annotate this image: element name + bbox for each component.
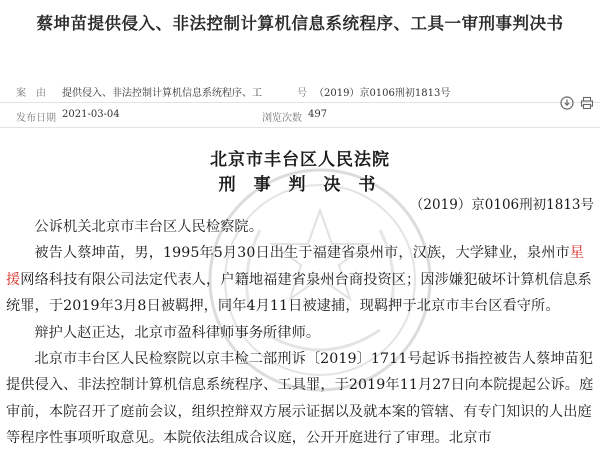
document-title: 蔡坤苗提供侵入、非法控制计算机信息系统程序、工具一审刑事判决书 (36, 14, 564, 33)
paragraph-prosecutor: 公诉机关北京市丰台区人民检察院。 (34, 219, 263, 235)
judgment-body (6, 214, 596, 452)
meta-separator-2 (0, 127, 600, 128)
toolbar-icons (560, 95, 594, 109)
views-label: 浏览次数 (262, 113, 302, 124)
print-icon[interactable] (580, 95, 594, 109)
paragraph-defender: 辩护人赵正达，北京市盈科律师事务所律师。 (34, 324, 321, 341)
number-value: （2019）京0106刑初1813号 (314, 88, 451, 99)
defendant-text: 被告人蔡坤苗，男，1995年5月30日出生于福建省泉州市，汉族，大学肄业，泉州市 (34, 245, 570, 262)
case-label: 案 由 (16, 88, 46, 99)
number-label: 号 (297, 88, 307, 99)
highlighted-term: 星援 (6, 245, 585, 288)
court-name: 北京市丰台区人民法院 (210, 150, 390, 170)
date-value: 2021-03-04 (62, 109, 120, 120)
document-type: 刑 事 判 决 书 (218, 175, 382, 195)
meta-separator (0, 102, 600, 103)
views-value: 497 (308, 109, 328, 120)
download-icon[interactable] (560, 95, 574, 109)
case-number: （2019）京0106刑初1813号 (409, 197, 594, 213)
paragraph-procedure: 北京市丰台区人民检察院以京丰检二部刑诉〔2019〕1711号起诉书指控被告人蔡坤苗犯提供侵入、非法控制计算机信息系统程序、工具罪，于2019年11月27日向本院提起公诉。庭审前，本院召开了庭前会议，组织控辩双方展示证据以及就本案的管辖、有专门知识的人出庭等程序性事项听取意见。本院依法组成合议庭，公开开庭进行了审理。北京市 (6, 351, 594, 447)
paragraph-defendant (6, 240, 596, 319)
date-label: 发布日期 (16, 113, 56, 124)
case-value: 提供侵入、非法控制计算机信息系统程序、工 (62, 88, 262, 99)
defendant-text-cont: 网络科技有限公司法定代表人，户籍地福建省泉州台商投资区；因涉嫌犯破坏计算机信息系统罪，于2019年3月8日被羁押，同年4月11日被逮捕，现羁押于北京市丰台区看守所。 (6, 271, 592, 315)
